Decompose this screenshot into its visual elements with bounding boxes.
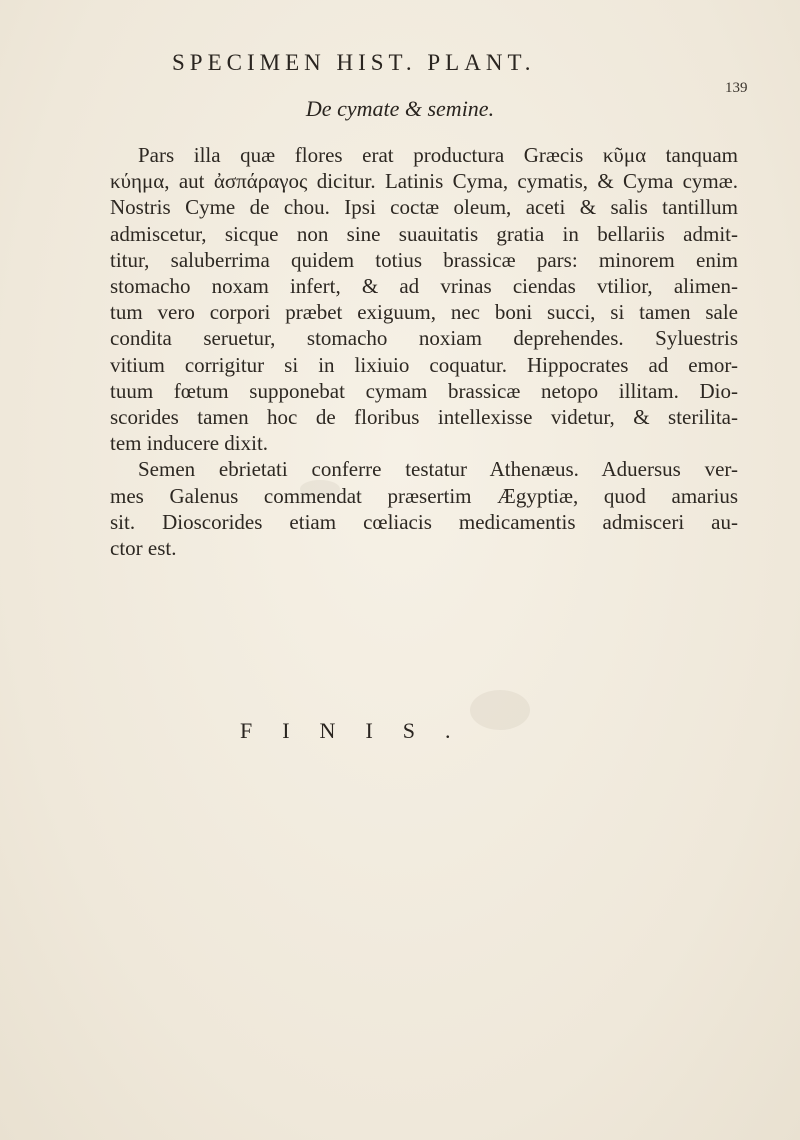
text-line: titur, saluberrima quidem totius brassicæ pars: minorem enim <box>110 247 738 272</box>
text-line: vitium corrigitur si in lixiuio coquatur. Hippocrates ad emor- <box>110 352 738 377</box>
finis-colophon: FINIS. <box>240 718 481 743</box>
body-text <box>110 142 738 561</box>
text-line: ctor est. <box>110 536 177 561</box>
running-head: SPECIMEN HIST. PLANT. <box>172 50 536 75</box>
text-line: scorides tamen hoc de floribus intellexisse videtur, & sterilita- <box>110 405 738 430</box>
text-line: tuum fœtum supponebat cymam brassicæ netopo illitam. Dio- <box>110 378 738 403</box>
paragraph-2 <box>110 456 738 561</box>
text-line: mes Galenus commendat præsertim Ægyptiæ, quod amarius <box>110 483 738 508</box>
text-line: Pars illa quæ flores erat productura Græcis κῦμα tanquam <box>138 143 738 167</box>
text-line: admiscetur, sicque non sine suauitatis gratia in bellariis admit- <box>110 221 738 246</box>
paragraph-1 <box>110 142 738 456</box>
section-title: De cymate & semine. <box>305 96 495 121</box>
text-line: Nostris Cyme de chou. Ipsi coctæ oleum, aceti & salis tantillum <box>110 195 738 220</box>
text-line: κύημα, aut ἀσπάραγος dicitur. Latinis Cyma, cymatis, & Cyma cymæ. <box>110 169 738 194</box>
page-number: 139 <box>725 80 748 96</box>
text-line: sit. Dioscorides etiam cœliacis medicamentis admisceri au- <box>110 509 738 534</box>
text-line: tem inducere dixit. <box>110 431 269 456</box>
text-line: stomacho noxam infert, & ad vrinas ciendas vtilior, alimen- <box>110 274 738 299</box>
text-line: Semen ebrietati conferre testatur Athenæus. Aduersus ver- <box>138 457 738 482</box>
text-line: tum vero corpori præbet exiguum, nec boni succi, si tamen sale <box>110 300 738 325</box>
text-line: condita seruetur, stomacho noxiam deprehendes. Syluestris <box>110 326 738 351</box>
